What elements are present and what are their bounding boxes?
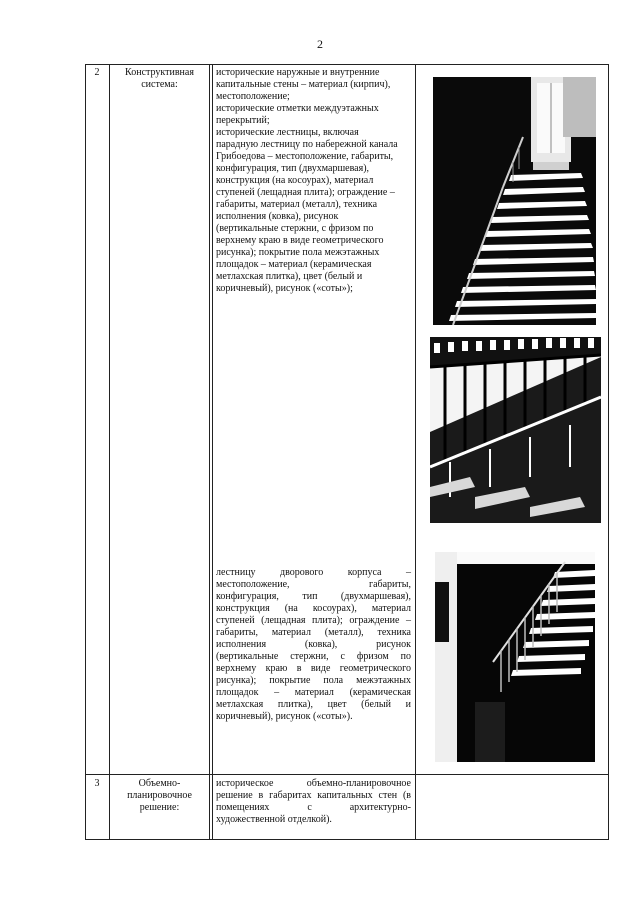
heritage-table	[85, 64, 609, 840]
col-line	[608, 64, 609, 840]
railing-photo	[430, 337, 601, 523]
table-border-top	[85, 64, 609, 65]
row-divider	[85, 774, 609, 775]
row-description: историческое объемно-планировочное решение в габаритах капитальных стен (в помещениях с архитектурно- художественной отделкой).	[216, 778, 411, 825]
row-number: 2	[94, 67, 100, 78]
col-line	[209, 64, 210, 840]
page-number: 2	[317, 37, 323, 51]
row-title: Конструктивная система:	[125, 67, 194, 90]
table-border-bottom	[85, 839, 609, 840]
col-line	[109, 64, 110, 840]
courtyard-staircase-photo	[435, 552, 595, 762]
col-line	[85, 64, 86, 840]
row-description: исторические наружные и внутренние капитальные стены – материал (кирпич), местоположение; исторические отметки междуэтажных перекрытий; исторические лестницы, включая парадную лестницу по набережной канала Грибоедова – местоположение, габариты, конфигурация, тип (двухмаршевая), конструкция (на косоурах), материал ступеней (лещадная плита); ограждение – габариты, материал (металл), техника исполнения (ковка), рисунок (вертикальные стержни, с фризом по верхнему краю в виде геометрического рисунка); покрытие пола межэтажных площадок – материал (керамическая метлахская плитка), цвет (белый и коричневый), рисунок («соты»);	[216, 67, 398, 294]
col-line	[415, 64, 416, 840]
row-title: Объемно- планировочное решение:	[127, 778, 192, 813]
row-number: 3	[94, 778, 100, 789]
col-line	[212, 64, 213, 840]
row-description-courtyard: лестницу дворового корпуса – местоположение, габариты, конфигурация, тип (двухмаршевая), конструкция (на косоурах), материал ступеней (лещадная плита); ограждение – габариты, материал (металл), техника исполнения (ковка), рисунок (вертикальные стержни, с фризом по верхнему краю в виде геометрического рисунка); покрытие пола межэтажных площадок – материал (керамическая метлахская плитка), цвет (белый и коричневый), рисунок («соты»).	[216, 567, 411, 722]
staircase-photo-main	[433, 77, 596, 325]
